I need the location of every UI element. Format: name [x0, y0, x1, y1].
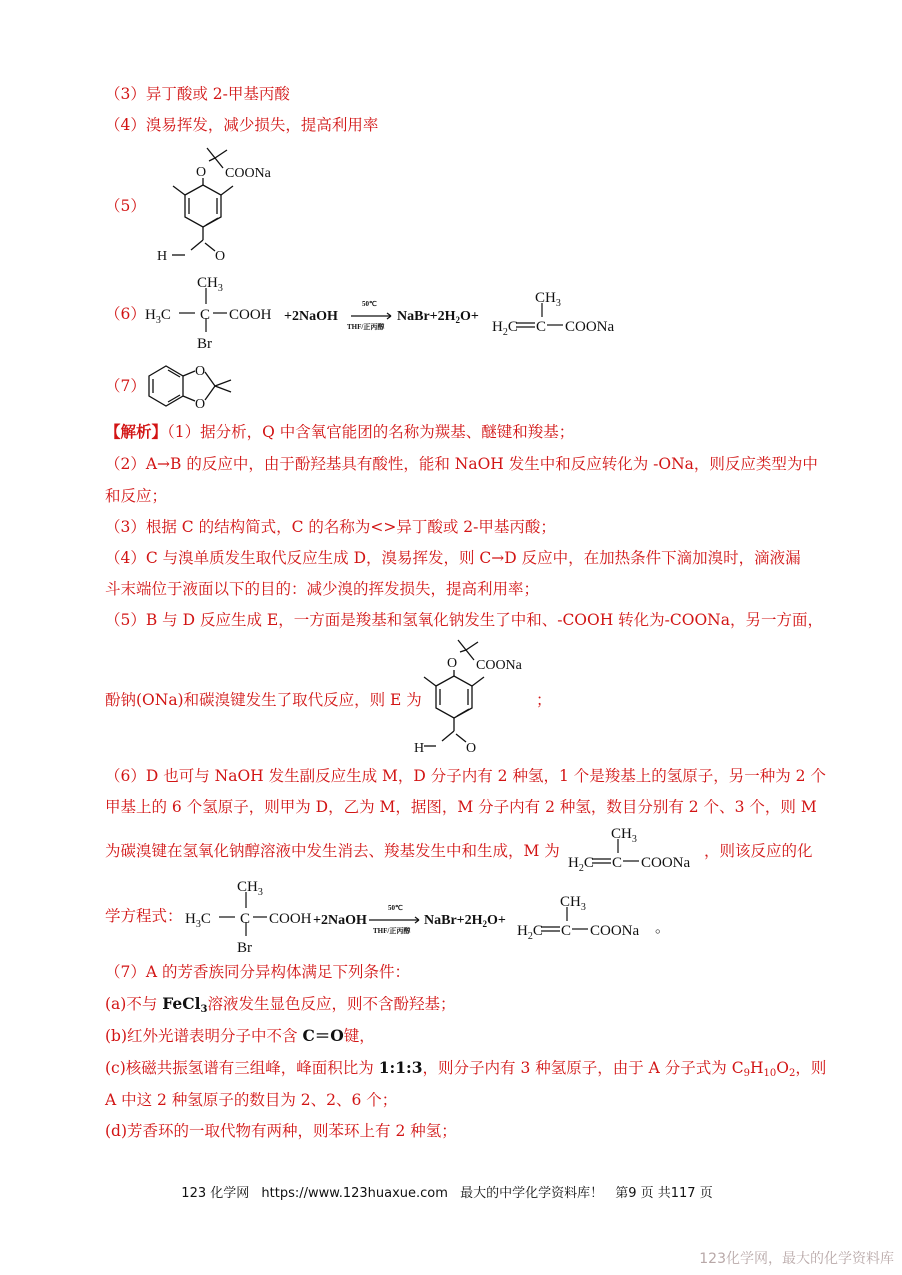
svg-text:COOH: COOH: [269, 911, 312, 927]
analysis-p2b: 和反应；: [105, 487, 168, 505]
analysis-p2a: （2）A→B 的反应中，由于酚羟基具有酸性，能和 NaOH 发生中和反应转化为 -ONa，则反应类型为中: [105, 455, 818, 473]
analysis-p4a: （4）C 与溴单质发生取代反应生成 D，溴易挥发，则 C→D 反应中，在加热条件下滴加溴时，滴液漏: [105, 549, 801, 567]
svg-text:COONa: COONa: [565, 319, 615, 335]
ether-o-label: O: [196, 165, 207, 180]
analysis-p5b-end: ；: [536, 691, 552, 709]
watermark: 123化学网，最大的化学资料库: [699, 1251, 894, 1267]
analysis-p7: （7）A 的芳香族同分异构体满足下列条件：: [105, 963, 410, 981]
answer-7-label: （7）: [105, 377, 146, 395]
svg-text:COOH: COOH: [229, 307, 272, 323]
svg-text:CH3: $CH_3$: [197, 275, 223, 294]
structure-e-answer: [145, 140, 285, 270]
svg-text:THF/正丙醇: THF/正丙醇: [347, 323, 385, 331]
footer-site: 123 化学网: [181, 1186, 250, 1201]
svg-text:H: H: [414, 741, 425, 756]
svg-text:THF/正丙醇: THF/正丙醇: [373, 927, 411, 935]
svg-text:COONa: COONa: [590, 923, 640, 939]
page-footer: [0, 1182, 902, 1201]
analysis-p6d: 学方程式：: [105, 907, 183, 925]
answer-3: （3）异丁酸或 2-甲基丙酸: [105, 85, 290, 103]
analysis-p3: （3）根据 C 的结构简式，C 的名称为<>异丁酸或 2-甲基丙酸；: [105, 518, 556, 536]
analysis-p6b: 甲基上的 6 个氢原子，则甲为 D，乙为 M，据图，M 分子内有 2 种氢，数目分别有 2 个、3 个，则 M: [105, 798, 817, 816]
condition-c-cont: A 中这 2 种氢原子的数目为 2、2、6 个；: [105, 1091, 398, 1109]
svg-text:C: C: [561, 923, 572, 939]
structure-e-analysis: [414, 636, 554, 760]
benzodioxole-structure: [143, 356, 253, 416]
analysis-p5b: 酚钠(ONa)和碳溴键发生了取代反应，则 E 为: [105, 691, 422, 709]
svg-text:H3C: $H_3C$: [185, 911, 211, 930]
structure-m-inline: [568, 825, 708, 873]
footer-url[interactable]: https://www.123huaxue.com: [261, 1186, 448, 1201]
condition-b: (b)红外光谱表明分子中不含 C＝O键，: [105, 1026, 375, 1045]
aldehyde-o-label: O: [215, 249, 226, 264]
svg-text:。: 。: [655, 920, 671, 936]
svg-text:50℃: 50℃: [388, 904, 403, 912]
svg-text:H2C: $H_2C$: [492, 319, 518, 338]
analysis-p4b: 斗末端位于液面以下的目的：减少溴的挥发损失，提高利用率；: [105, 580, 540, 598]
svg-text:H3C: $H_3C$: [145, 307, 171, 326]
svg-text:CH3: $CH_3$: [611, 826, 637, 845]
answer-5-label: （5）: [105, 197, 146, 215]
svg-text:+2NaOH: +2NaOH: [284, 309, 338, 324]
answer-6-label: （6）: [105, 305, 146, 323]
svg-text:C: C: [612, 855, 623, 871]
condition-a: (a)不与 FeCl$_3$溶液发生显色反应，则不含酚羟基；: [105, 994, 456, 1015]
svg-text:CH3: $CH_3$: [237, 879, 263, 898]
footer-slogan: 最大的中学化学资料库！: [460, 1186, 604, 1201]
svg-text:O: O: [195, 364, 206, 379]
svg-text:C: C: [536, 319, 547, 335]
analysis-tag: 【解析】: [105, 422, 168, 441]
svg-text:O: O: [466, 741, 477, 756]
reaction-equation-analysis: [183, 876, 671, 956]
aldehyde-h-label: H: [157, 249, 168, 264]
svg-text:C: C: [240, 911, 251, 927]
svg-text:+2NaOH: +2NaOH: [313, 913, 367, 928]
svg-text:NaBr+2H2O+: $NaBr+2H_2O+$: [397, 309, 479, 325]
svg-text:NaBr+2H2O+: $NaBr+2H_2O+$: [424, 913, 506, 929]
footer-page-number: 第9 页 共117 页: [615, 1186, 713, 1201]
svg-text:Br: Br: [197, 336, 212, 352]
analysis-p6a: （6）D 也可与 NaOH 发生副反应生成 M，D 分子内有 2 种氢，1 个是羧基上的氢原子，另一种为 2 个: [105, 767, 826, 785]
analysis-p6c-end: ，则该反应的化: [704, 842, 813, 860]
svg-text:C: C: [200, 307, 211, 323]
analysis-p1: 【解析】（1）据分析，Q 中含氧官能团的名称为羰基、醚键和羧基；: [105, 422, 575, 441]
svg-text:COONa: COONa: [476, 658, 522, 673]
svg-text:COONa: COONa: [641, 855, 691, 871]
condition-c: (c)核磁共振氢谱有三组峰，峰面积比为 1:1:3，则分子内有 3 种氢原子，由于 A 分子式为 $C_9H_{10}O_2$，则: [105, 1058, 827, 1079]
svg-text:Br: Br: [237, 940, 252, 956]
answer-4: （4）溴易挥发，减少损失，提高利用率: [105, 116, 379, 134]
svg-text:H2C: $H_2C$: [568, 855, 594, 874]
svg-text:50℃: 50℃: [362, 300, 377, 308]
condition-d: (d)芳香环的一取代物有两种，则苯环上有 2 种氢；: [105, 1122, 457, 1140]
analysis-p5a: （5）B 与 D 反应生成 E，一方面是羧基和氢氧化钠发生了中和、-COOH 转化为-COONa，另一方面，: [105, 611, 823, 629]
svg-text:O: O: [195, 397, 206, 412]
svg-text:O: O: [447, 656, 458, 671]
coona-label: COONa: [225, 166, 271, 181]
svg-text:H2C: $H_2C$: [517, 923, 543, 942]
analysis-p6c: 为碳溴键在氢氧化钠醇溶液中发生消去、羧基发生中和生成，M 为: [105, 842, 560, 860]
svg-text:CH3: $CH_3$: [535, 290, 561, 309]
svg-text:CH3: $CH_3$: [560, 894, 586, 913]
reaction-equation-answer: [143, 272, 643, 352]
